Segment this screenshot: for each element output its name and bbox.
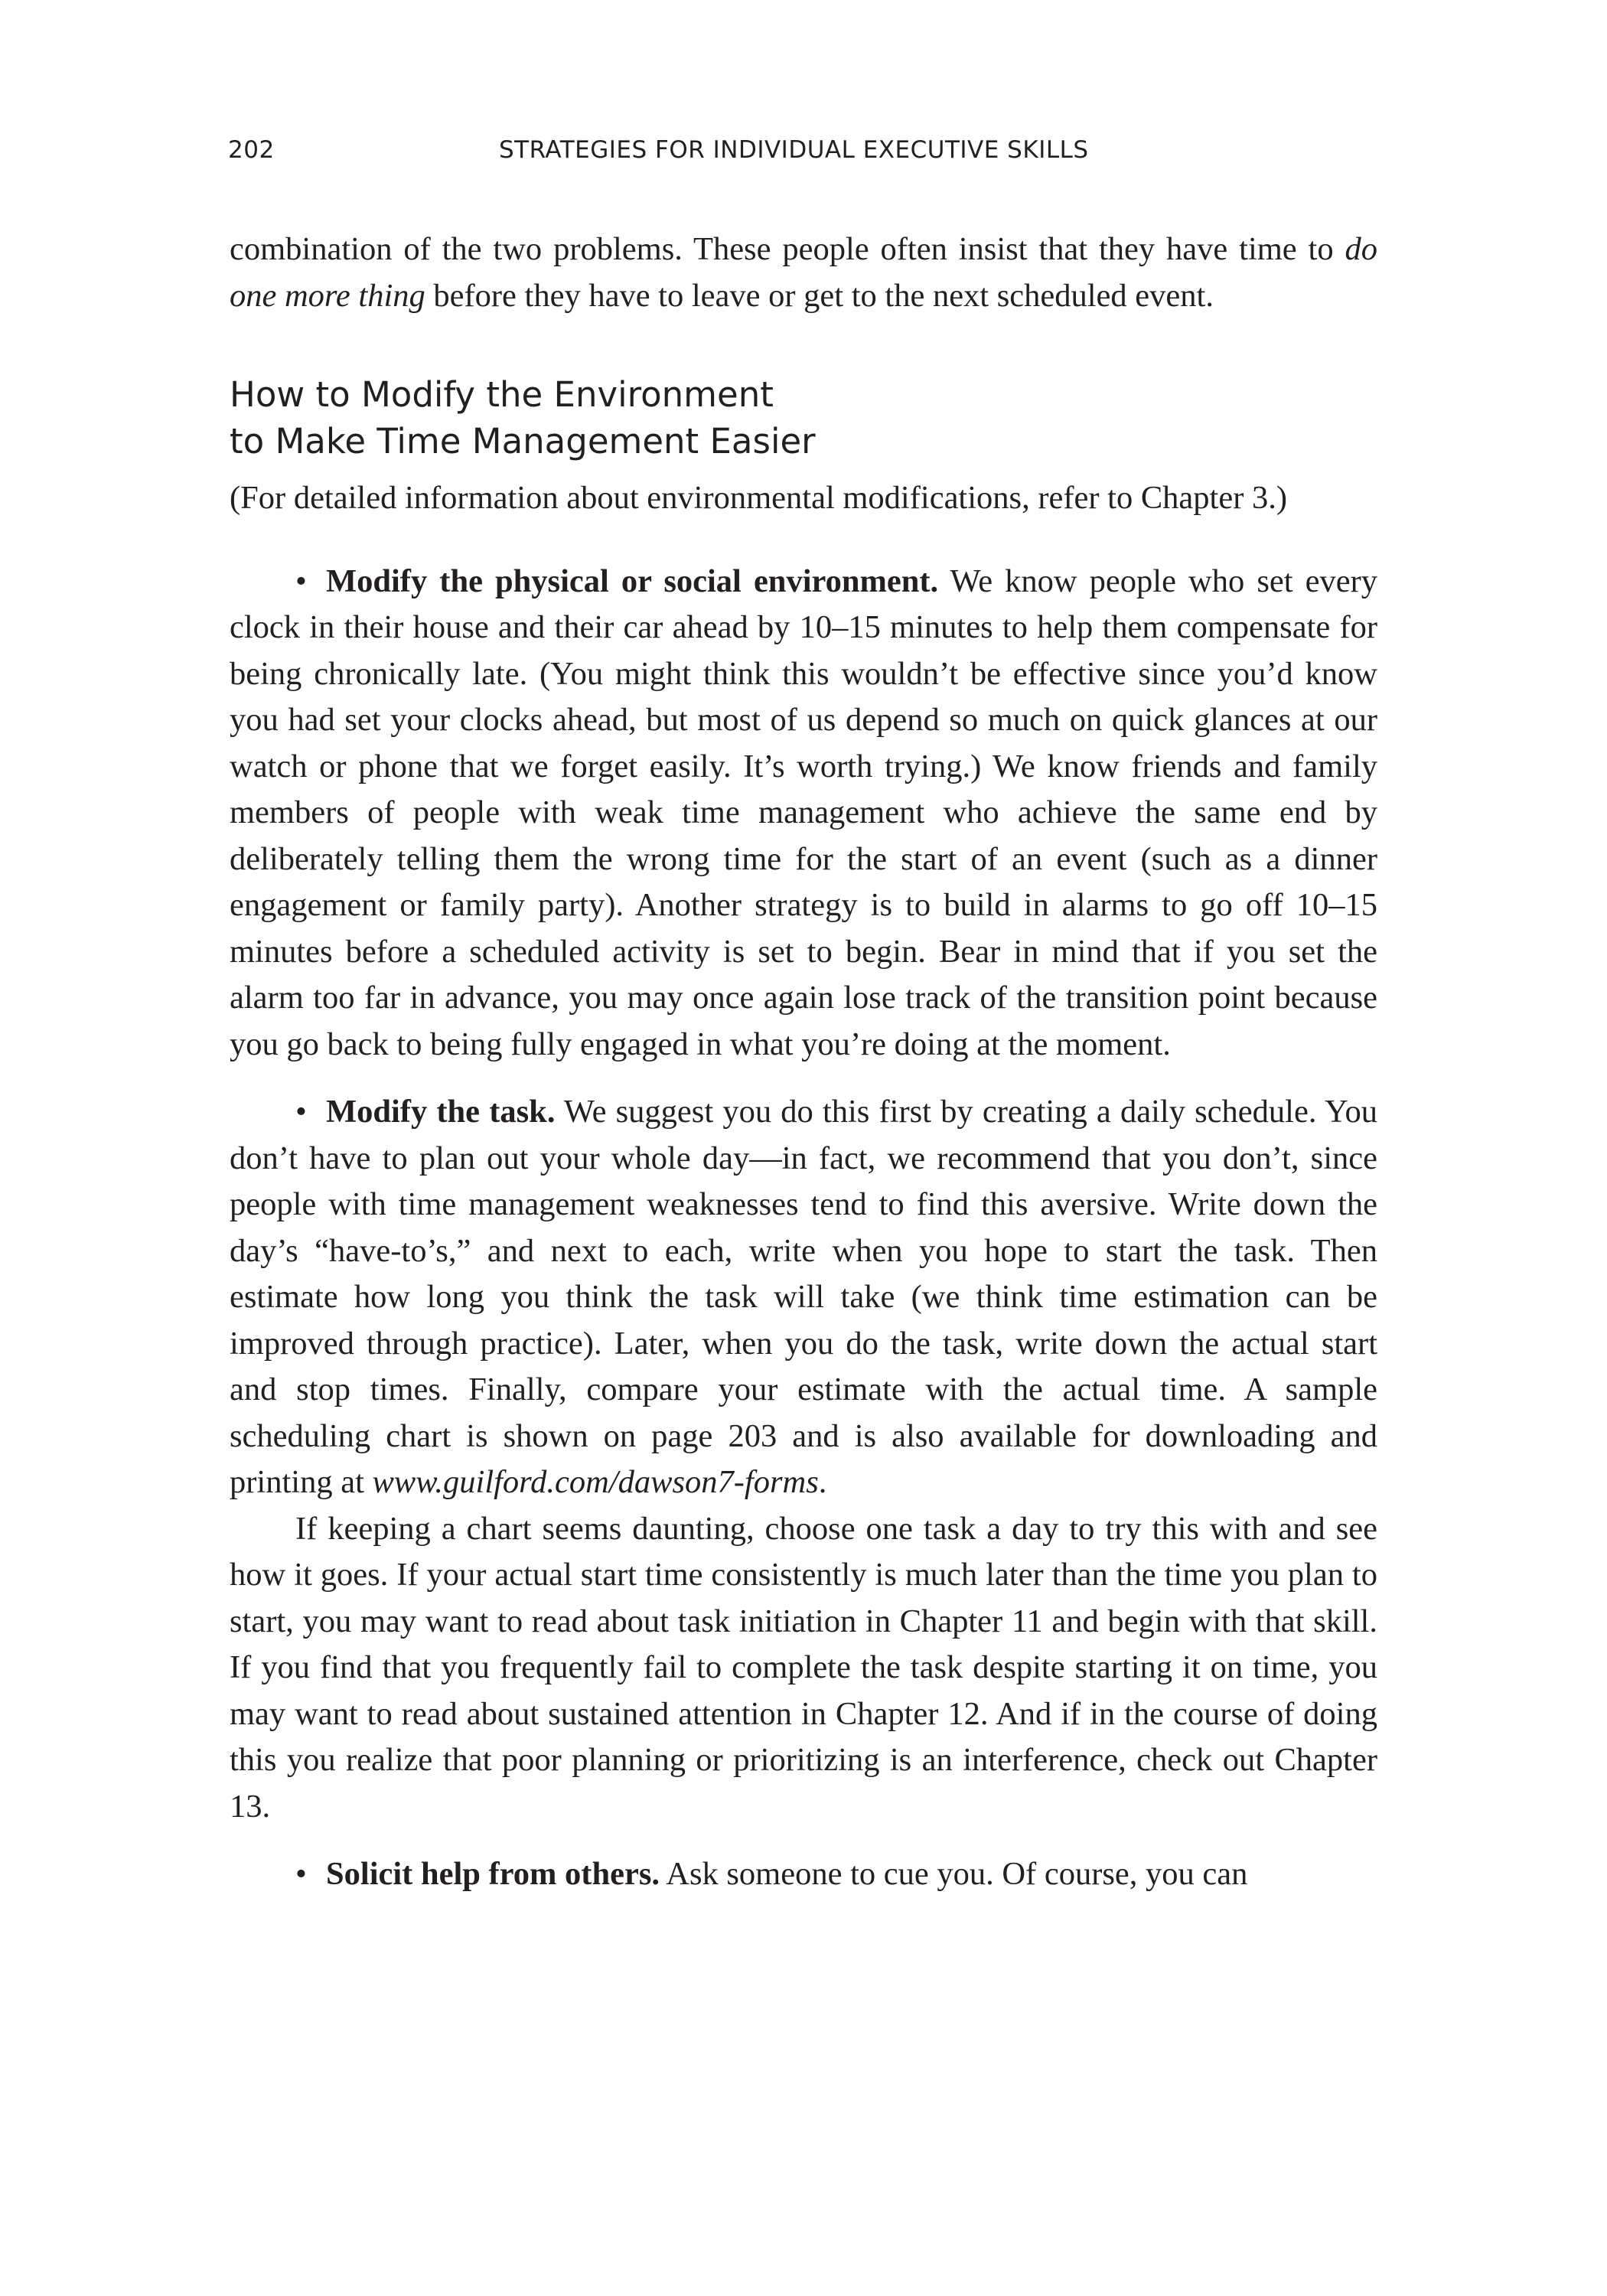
- bullet-lead: Modify the physical or social environment.: [326, 563, 939, 599]
- bullet-body: Ask someone to cue you. Of course, you can: [659, 1856, 1248, 1892]
- section-heading-line1: How to Modify the Environment: [230, 374, 774, 415]
- bullet-body-end: .: [818, 1464, 827, 1500]
- task-continuation-paragraph: If keeping a chart seems daunting, choose one task a day to try this with and see how it goes. If your actual start time consistently is much later than the time you plan to start, you may want to read about task initiation in Chapter 11 and begin with that skill. If you find that you frequently fail to complete the task despite starting it on time, you may want to read about sustained attention in Chapter 12. And if in the course of doing this you realize that poor planning or prioritizing is an interference, check out Chapter 13.: [230, 1510, 1377, 1825]
- intro-paragraph: [230, 227, 1377, 319]
- section-heading-line2: to Make Time Management Easier: [230, 421, 816, 461]
- bullet-item-task: [230, 1089, 1377, 1506]
- section-heading: [230, 371, 1377, 465]
- running-title: STRATEGIES FOR INDIVIDUAL EXECUTIVE SKILLS: [499, 136, 1089, 164]
- bullet-body: We suggest you do this first by creating a daily schedule. You don’t have to plan out your whole day—in fact, we recommend that you don’t, since people with time management weaknesses tend to find this aversive. Write down the day’s “have-to’s,” and next to each, write when you hope to start the task. Then estimate how long you think the task will take (we think time estimation can be improved through practice). Later, when you do the task, write down the actual start and stop times. Finally, compare your estimate with the actual time. A sample scheduling chart is shown on page 203 and is also available for downloading and printing at: [230, 1094, 1377, 1500]
- bullet-lead: Modify the task.: [326, 1094, 556, 1130]
- bullet-lead: Solicit help from others.: [326, 1856, 660, 1892]
- bullet-item-environment: [230, 559, 1377, 1068]
- bullet-icon: •: [295, 563, 307, 599]
- bullet-icon: •: [295, 1856, 307, 1892]
- page-body: [230, 227, 1377, 1898]
- running-head: [228, 136, 1377, 174]
- page-number: 202: [228, 136, 275, 164]
- bullet-item-help: [230, 1851, 1377, 1898]
- intro-emphasis: do one more thing: [230, 231, 1377, 314]
- intro-text-end: before they have to leave or get to the next scheduled event.: [425, 277, 1214, 314]
- intro-text: combination of the two problems. These people often insist that they have time to: [230, 231, 1345, 267]
- bullet-icon: •: [295, 1094, 307, 1130]
- forms-url: www.guilford.com/dawson7-forms: [372, 1464, 819, 1500]
- section-note: (For detailed information about environmental modifications, refer to Chapter 3.): [230, 480, 1288, 516]
- bullet-body: We know people who set every clock in their house and their car ahead by 10–15 minutes to help them compensate for being chronically late. (You might think this wouldn’t be effective since you’d know you had set your clocks ahead, but most of us depend so much on quick glances at our watch or phone that we forget easily. It’s worth trying.) We know friends and family members of people with weak time management who achieve the same end by deliberately telling them the wrong time for the start of an event (such as a dinner engagement or family party). Another strategy is to build in alarms to go off 10–15 minutes before a scheduled activity is set to begin. Bear in mind that if you set the alarm too far in advance, you may once again lose track of the transition point because you go back to being fully engaged in what you’re doing at the moment.: [230, 563, 1377, 1062]
